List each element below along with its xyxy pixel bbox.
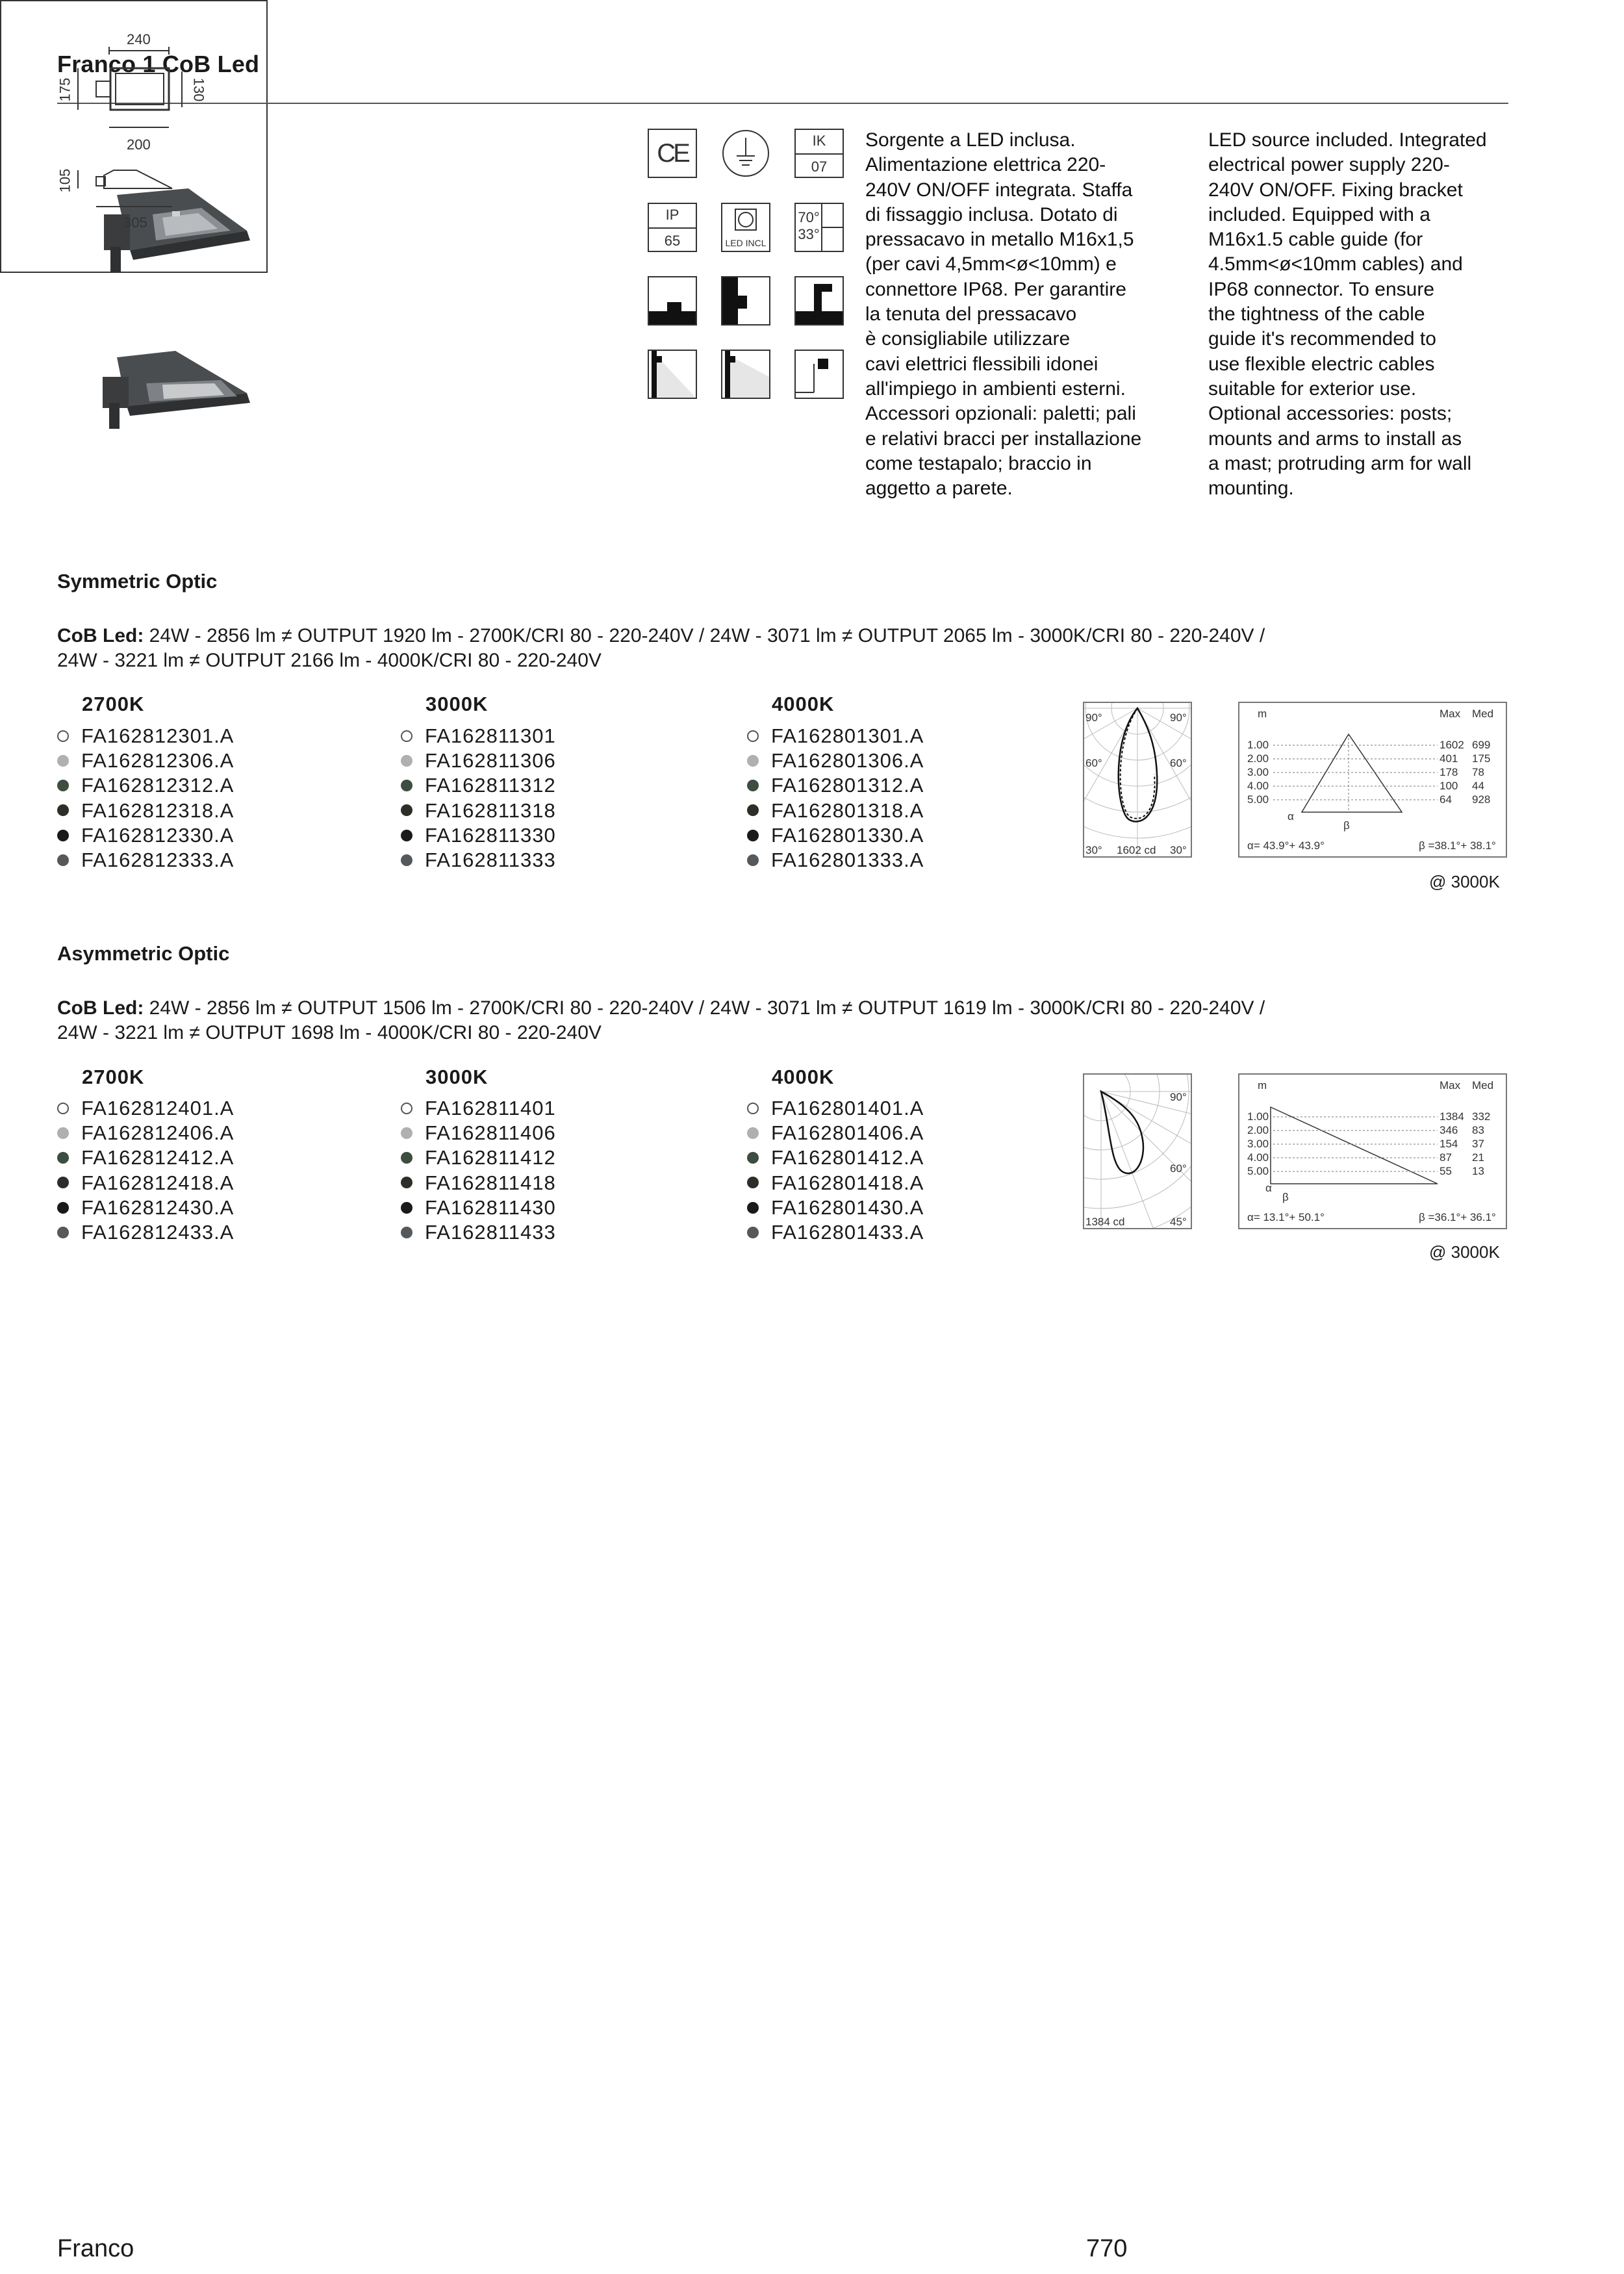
finish-color-swatch [747,804,759,816]
ip-rating-icon: IP 65 [648,203,697,252]
product-code-row [57,1171,234,1195]
product-code: FA162812318.A [81,798,235,822]
product-code-row [57,1220,234,1245]
product-code: FA162811401 [425,1097,556,1119]
ground-icon [721,129,770,178]
product-code: FA162811430 [425,1195,556,1219]
svg-text:α: α [1288,810,1294,823]
product-code: FA162801418.A [771,1171,924,1194]
finish-color-swatch [401,730,412,742]
product-code: FA162812301.A [81,724,235,747]
lamp-side-image [91,331,260,442]
svg-text:β: β [1343,819,1350,832]
finish-color-swatch [401,755,412,767]
led-included-icon: LED INCL [721,203,770,252]
svg-text:37: 37 [1472,1138,1484,1150]
footer-page-number: 770 [1086,2235,1128,2262]
product-code: FA162811312 [425,774,556,797]
product-code-row [747,724,924,748]
product-code-row [747,848,924,873]
svg-text:β =38.1°+ 38.1°: β =38.1°+ 38.1° [1419,839,1496,852]
product-code: FA162801433.A [771,1221,924,1244]
product-code-row [401,1145,556,1170]
beam-wall-icon [648,350,697,399]
svg-text:3.00: 3.00 [1247,1138,1269,1150]
product-code-row [57,1195,234,1220]
svg-text:α= 43.9°+ 43.9°: α= 43.9°+ 43.9° [1247,839,1325,852]
product-code-row [747,1195,924,1220]
svg-text:1384: 1384 [1440,1110,1464,1123]
product-code: FA162801406.A [771,1121,924,1145]
ce-mark-icon: CE [648,129,697,178]
svg-text:175: 175 [1472,752,1491,765]
product-code-row [747,1171,924,1195]
finish-color-swatch [401,1103,412,1114]
product-code: FA162811412 [425,1146,556,1169]
product-code-row [401,773,556,798]
finish-color-swatch [747,1202,759,1214]
svg-text:Max: Max [1440,1079,1461,1092]
product-code-row [747,1121,924,1145]
finish-color-swatch [57,1152,69,1164]
finish-color-swatch [401,1202,412,1214]
product-code: FA162812418.A [81,1171,235,1194]
product-code-row [747,1145,924,1170]
product-code: FA162812430.A [81,1195,235,1219]
polar-label-30-left: 30° [1085,844,1102,856]
beam-angle-icon: 70° 33° [794,203,844,252]
finish-color-swatch [401,1127,412,1139]
dim-right-height: 130 [190,77,207,102]
product-code-row [401,1171,556,1195]
svg-text:1.00: 1.00 [1247,1110,1269,1123]
product-code: FA162811418 [425,1171,556,1194]
beam-side-icon [721,350,770,399]
product-code: FA162812330.A [81,823,235,847]
product-code: FA162801430.A [771,1195,924,1219]
ik-rating-icon: IK 07 [794,129,844,178]
dim-side-height: 105 [57,168,73,193]
svg-text:699: 699 [1472,739,1491,751]
finish-color-swatch [57,804,69,816]
finish-color-swatch [747,1103,759,1114]
svg-text:α: α [1265,1182,1272,1194]
description-italian: Sorgente a LED inclusa. Alimentazione elettrica 220- 240V ON/OFF integrata. Staffa di fissaggio inclusa. Dotato di pressacavo in metallo M16x1,5 (per cavi 4,5mm<ø<10mm) e connettore IP68. Per garantire la tenuta del pressacavo è consigliabile utilizzare cavi elettrici flessibili idonei all'impiego in ambienti esterni. Accessori opzionali: paletti; pali e relativi bracci per installazione come testapalo; braccio in aggetto a parete. [865,129,1142,500]
svg-text:154: 154 [1440,1138,1458,1150]
svg-text:Med: Med [1472,708,1494,720]
product-code: FA162801306.A [771,749,924,773]
finish-color-swatch [747,780,759,791]
product-code: FA162801312.A [771,774,924,797]
finish-color-swatch [57,730,69,742]
product-code-row [57,823,234,848]
product-code: FA162812312.A [81,774,235,797]
finish-color-swatch [401,804,412,816]
finish-color-swatch [57,854,69,866]
header-divider [57,103,1508,104]
product-code-row [57,848,234,873]
finish-color-swatch [57,780,69,791]
product-code: FA162811306 [425,749,556,773]
product-code-row [747,823,924,848]
footer-series-name: Franco [57,2235,134,2262]
svg-text:1.00: 1.00 [1247,739,1269,751]
product-code-row [57,1121,234,1145]
product-code: FA162812401.A [81,1097,235,1119]
product-code-row [401,1096,556,1121]
product-code: FA162812433.A [81,1221,235,1244]
description-english: LED source included. Integrated electrical power supply 220- 240V ON/OFF. Fixing bracket included. Equipped with a M16x1.5 cable guide (for 4.5mm<ø<10mm cables) and IP68 connector. To ensure the tightness of the cable guide it's recommended to use flexible electric cables suitable for exterior use. Optional accessories: posts; mounts and arms to install as a mast; protruding arm for wall mounting. [1208,129,1487,500]
svg-text:1602: 1602 [1440,739,1464,751]
polar-label-30-right: 30° [1170,844,1187,856]
finish-color-swatch [401,854,412,866]
finish-color-swatch [747,830,759,841]
mount-wall-icon [721,276,770,326]
finish-color-swatch [747,1227,759,1238]
svg-text:178: 178 [1440,766,1458,778]
product-code: FA162801318.A [771,798,924,822]
finish-color-swatch [57,1202,69,1214]
col-head-4000k: 4000K [772,693,835,715]
svg-text:64: 64 [1440,793,1452,806]
finish-color-swatch [747,1127,759,1139]
svg-text:5.00: 5.00 [1247,793,1269,806]
product-code: FA162811433 [425,1221,556,1244]
product-code: FA162811318 [425,798,556,822]
polar-label-90-right: 90° [1170,711,1187,724]
beam-down-icon [794,350,844,399]
finish-color-swatch [57,755,69,767]
finish-color-swatch [57,1127,69,1139]
svg-text:5.00: 5.00 [1247,1165,1269,1177]
dim-bottom-width: 200 [127,136,151,153]
product-code: FA162811406 [425,1121,556,1145]
product-code-row [401,748,556,773]
polar-label-90-left: 90° [1085,711,1102,724]
mount-floor-icon [648,276,697,326]
product-code-row [57,798,234,823]
product-code-row [57,773,234,798]
finish-color-swatch [747,1152,759,1164]
finish-color-swatch [747,1177,759,1188]
section-heading-symmetric: Symmetric Optic [57,570,218,593]
svg-text:78: 78 [1472,766,1484,778]
finish-color-swatch [401,1152,412,1164]
product-code: FA162801333.A [771,849,924,871]
product-code-row [57,1145,234,1170]
product-code-row [401,724,556,748]
svg-text:2.00: 2.00 [1247,1124,1269,1136]
section-heading-asymmetric: Asymmetric Optic [57,942,230,965]
finish-color-swatch [747,755,759,767]
product-code: FA162801412.A [771,1146,924,1169]
dim-top-width: 240 [127,31,151,47]
svg-text:m: m [1258,1079,1267,1092]
page-title: Franco 1 CoB Led [57,51,260,77]
svg-text:928: 928 [1472,793,1491,806]
product-code-row [401,848,556,873]
finish-color-swatch [747,854,759,866]
polar-label-60-right: 60° [1170,1162,1187,1175]
product-code: FA162812406.A [81,1121,235,1145]
product-code: FA162812333.A [81,849,235,871]
dim-left-height: 175 [57,77,73,102]
finish-color-swatch [57,1177,69,1188]
svg-text:55: 55 [1440,1165,1452,1177]
product-code-row [401,823,556,848]
product-code-row [747,1096,924,1121]
finish-color-swatch [401,780,412,791]
svg-text:332: 332 [1472,1110,1491,1123]
svg-text:m: m [1258,708,1267,720]
product-code-row [747,748,924,773]
product-code: FA162812412.A [81,1146,235,1169]
product-code: FA162811330 [425,823,556,847]
svg-text:13: 13 [1472,1165,1484,1177]
product-code-row [401,798,556,823]
product-code-row [747,1220,924,1245]
polar-label-45-right: 45° [1170,1216,1187,1228]
dim-side-width: 305 [123,214,147,231]
finish-color-swatch [401,1177,412,1188]
svg-text:Med: Med [1472,1079,1494,1092]
product-code: FA162811333 [425,849,556,871]
svg-text:100: 100 [1440,780,1458,792]
col-head-4000k: 4000K [772,1066,835,1088]
color-temp-note-asymmetric: @ 3000K [1429,1242,1500,1262]
cone-diagram-asymmetric [1238,1073,1507,1229]
svg-text:44: 44 [1472,780,1484,792]
col-head-3000k: 3000K [425,1066,488,1088]
svg-text:83: 83 [1472,1124,1484,1136]
finish-color-swatch [401,1227,412,1238]
product-code-row [57,724,234,748]
svg-text:346: 346 [1440,1124,1458,1136]
product-code: FA162812306.A [81,749,235,773]
color-temp-note-symmetric: @ 3000K [1429,872,1500,891]
dimension-drawing [0,0,268,273]
svg-text:401: 401 [1440,752,1458,765]
mount-post-icon [794,276,844,326]
svg-text:4.00: 4.00 [1247,780,1269,792]
product-code-row [747,773,924,798]
product-code: FA162801401.A [771,1097,924,1119]
polar-candela: 1384 cd [1085,1216,1125,1228]
product-code-row [57,748,234,773]
finish-color-swatch [401,830,412,841]
product-code-row [401,1220,556,1245]
spec-asymmetric: CoB Led: 24W - 2856 lm ≠ OUTPUT 1506 lm - 2700K/CRI 80 - 220-240V / 24W - 3071 lm ≠ OUTPUT 1619 lm - 3000K/CRI 80 - 220-240V / 24W - 3221 lm ≠ OUTPUT 1698 lm - 4000K/CRI 80 - 220-240V [57,997,1265,1043]
product-code-row [401,1195,556,1220]
svg-text:4.00: 4.00 [1247,1151,1269,1164]
polar-diagram-symmetric [1083,702,1192,858]
polar-label-90-right: 90° [1170,1091,1187,1103]
col-head-3000k: 3000K [425,693,488,715]
svg-text:β =36.1°+ 36.1°: β =36.1°+ 36.1° [1419,1211,1496,1223]
product-code: FA162811301 [425,724,556,747]
finish-color-swatch [57,1227,69,1238]
spec-symmetric: CoB Led: 24W - 2856 lm ≠ OUTPUT 1920 lm - 2700K/CRI 80 - 220-240V / 24W - 3071 lm ≠ OUTPUT 2065 lm - 3000K/CRI 80 - 220-240V / 24W - 3221 lm ≠ OUTPUT 2166 lm - 4000K/CRI 80 - 220-240V [57,625,1265,671]
svg-text:2.00: 2.00 [1247,752,1269,765]
polar-label-60-left: 60° [1085,757,1102,769]
product-code: FA162801330.A [771,823,924,847]
product-code-row [401,1121,556,1145]
col-head-2700k: 2700K [82,1066,145,1088]
svg-text:Max: Max [1440,708,1461,720]
finish-color-swatch [57,830,69,841]
svg-text:β: β [1282,1191,1289,1203]
polar-candela: 1602 cd [1117,844,1156,856]
polar-label-60-right: 60° [1170,757,1187,769]
product-code-row [57,1096,234,1121]
svg-text:α= 13.1°+ 50.1°: α= 13.1°+ 50.1° [1247,1211,1325,1223]
polar-diagram-asymmetric [1083,1073,1192,1229]
finish-color-swatch [57,1103,69,1114]
cone-diagram-symmetric [1238,702,1507,858]
product-code: FA162801301.A [771,724,924,747]
svg-text:3.00: 3.00 [1247,766,1269,778]
finish-color-swatch [747,730,759,742]
svg-text:87: 87 [1440,1151,1452,1164]
svg-text:21: 21 [1472,1151,1484,1164]
product-code-row [747,798,924,823]
col-head-2700k: 2700K [82,693,145,715]
